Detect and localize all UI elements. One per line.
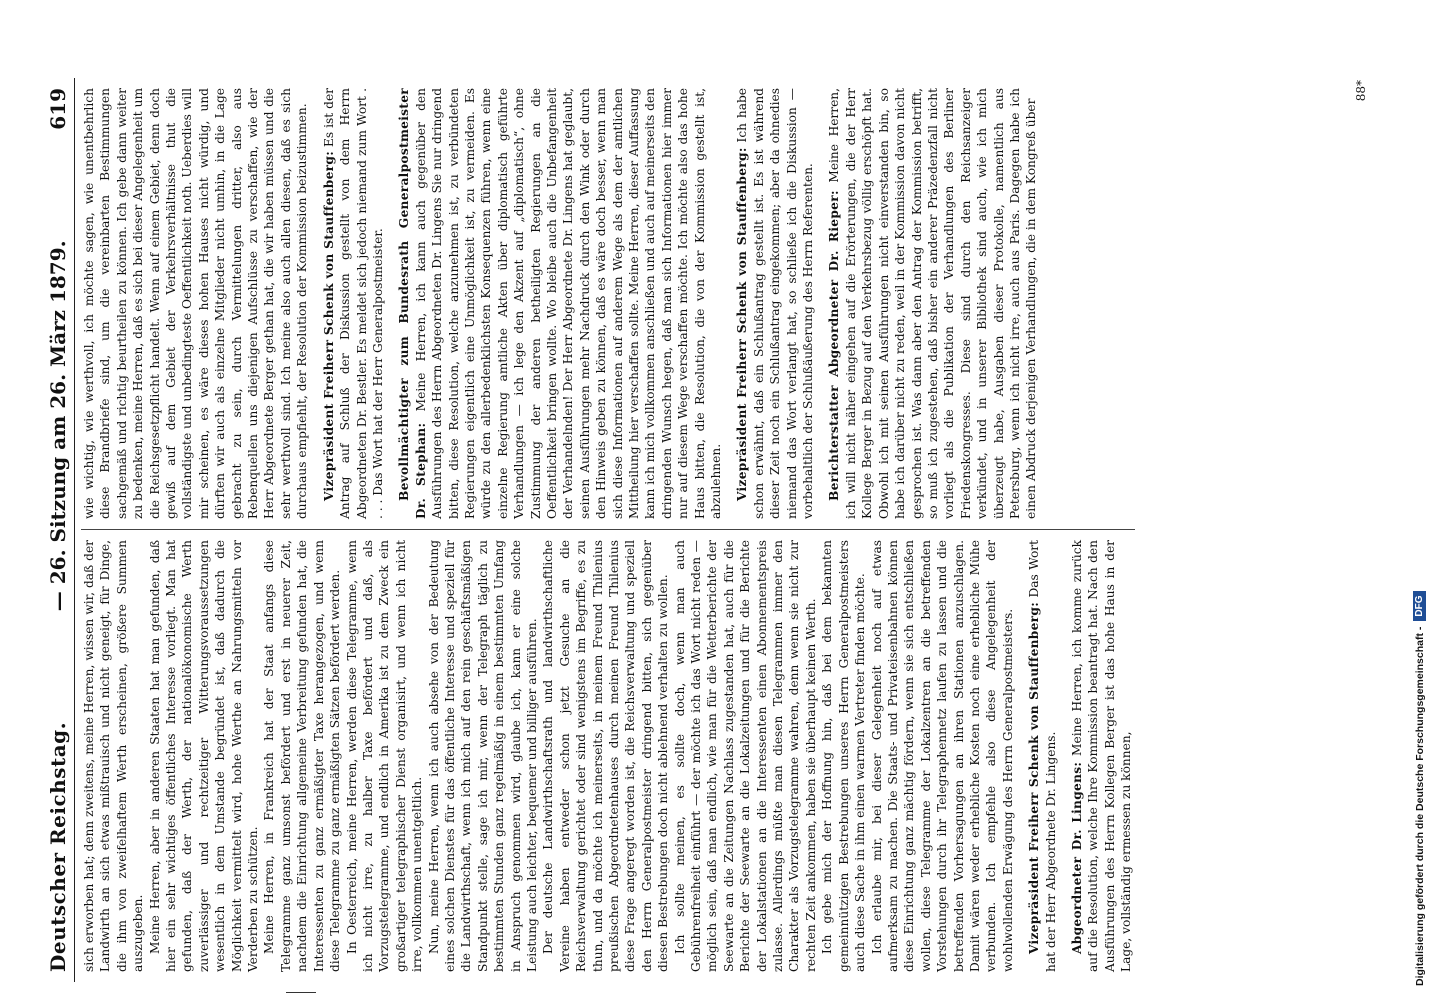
- paragraph-text: Es ist der Antrag auf Schluß der Diskussion gestellt von dem Herrn Abgeordneten Dr. Bestler. Es meldet sich jedoch niemand zum Wort . . . . Das Wort hat der Herr Generalpostmeister.: [321, 87, 385, 519]
- paragraph-text: In Oesterreich, meine Herren, werden diese Telegramme, wenn ich nicht irre, zu halber Taxe befördert und daß, als Vorzugstelegramme, und endlich in Amerika ist zu dem Zweck ein großartiger telegraphischer Dienst organisirt, und wenn ich nicht irre, vollkommen unentgeltlich.: [344, 540, 425, 972]
- paragraph: [826, 88, 1039, 519]
- page-number: 619: [46, 88, 70, 130]
- paragraph-text: Ich gebe mich der Hoffnung hin, daß bei dem bekannten gemeinnützigen Bestrebungen unseres Herrn Generalpostmeisters auch diese Sache in ihm einen warmen Vertreter finden möchte.: [820, 540, 868, 972]
- credit-text: Digitalisierung gefördert durch die Deutsche Forschungsgemeinschaft -: [1413, 626, 1426, 986]
- left-column: [81, 530, 1135, 982]
- paragraph: [869, 540, 1017, 972]
- digitization-credit: [1399, 8, 1432, 998]
- paragraph: [321, 88, 387, 519]
- paragraph-text: Meine Herren, ich kann auch gegenüber den Ausführungen des Herrn Abgeordneten Dr. Lingens Sie nur dringend bitten, diese Resolution, welche anzunehmen ist, zu verbündeten Regierungen eigentlich eine Unmöglichkeit ist, zu vermeiden. Es würde zu den allerbedenklichsten Konsequenzen führen, wenn eine einzelne Regierung amtliche Akten über diplomatisch geführte Verhandlungen — ich lege den Akzent auf „diplomatisch“, ohne Zustimmung der anderen betheiligten Regierungen an die Oeffentlichkeit bringen wollte. Wo bleibe auch die Unbefangenheit der Verhandelnden! Der Herr Abgeordnete Dr. Lingens hat geglaubt, seinen Ausführungen mehr Nachdruck durch den Wink oder durch den Hinweis geben zu können, daß es wäre doch besser, wenn man sich diese Informationen auf anderem Wege als dem der amtlichen Mittheilung hier verschaffen sollte. Meine Herren, dieser Auffassung kann ich mich vollkommen anschließen und auch auf meinerseits den dringenden Wunsch hegen, daß man sich Informationen hier immer nur auf diesem Wege verschaffen möchte. Ich möchte also das hohe Haus bitten, die Resolution, die von der Kommission gestellt ist, abzulehnen.: [413, 88, 724, 519]
- journal-title: Deutscher Reichstag.: [46, 721, 70, 972]
- text-columns: [81, 78, 1135, 982]
- paragraph-text: Ich sollte meinen, es sollte doch, wenn man auch Gebührenfreiheit einführt — der möchte ich das Wort nicht reden — möglich sein, daß man endlich, wie man für die Wetterberichte der Seewarte an die Zeitungen Nachlass zugestanden hat, auch für die Berichte der Seewarte an die Lokalzeitungen und für die Berichte der Lokalstationen an die Interessenten einen Abonnementspreis zulasse. Allerdings müßte man diesen Telegrammen immer den Charakter als Vorzugstelegramme wahren, denn wenn sie nicht zur rechten Zeit ankommen, haben sie überhaupt keinen Werth.: [672, 540, 818, 972]
- paragraph: [81, 540, 147, 972]
- running-head: [40, 78, 75, 982]
- paragraph: [1026, 540, 1059, 972]
- credit-line: [1413, 26, 1426, 986]
- speaker-name: Vizepräsident Freiherr Schenk von Stauffenberg:: [1027, 601, 1042, 954]
- paragraph-text: Das Wort hat der Herr Abgeordnete Dr. Lingens.: [1027, 539, 1058, 972]
- speaker-name: Vizepräsident Freiherr Schenk von Stauffenberg:: [321, 150, 336, 501]
- speaker-name: Vizepräsident Freiherr Schenk von Stauffenberg:: [735, 147, 750, 501]
- paragraph: [819, 540, 868, 972]
- speaker-name: Abgeordneter Dr. Lingens:: [1069, 761, 1084, 954]
- speaker-name: Berichterstatter Abgeordneter Dr. Rieper:: [827, 190, 842, 501]
- scan-edge-mark: [286, 992, 316, 993]
- paragraph-text: Meine Herren, in Frankreich hat der Staat anfangs diese Telegramme ganz umsonst befördert und erst in neuerer Zeit, nachdem die Einrichtung allgemeine Verbreitung gefunden hat, die Interessenten zu ganz ermäßigter Taxe herangezogen, und wenn diese Telegramme zu ganz ermäßigten Sätzen befördert werden.: [262, 540, 343, 972]
- right-column: [81, 78, 1135, 530]
- paragraph: [261, 540, 343, 972]
- paragraph-text: Der deutsche Landwirthschaftsrath und landwirthschaftliche Vereine haben entweder schon jetzt Gesuche an die Reichsverwaltung gerichtet oder sind wenigstens im Begriffe, es zu thun, und da möchte ich meinerseits, in meinem Freund Thilenius preußischen Abgeordnetenhauses durch meinen Freund Thilenius diese Frage angeregt worden ist, die Reichsverwaltung und speziell den Herrn Generalpostmeister dringend bitten, sich gegenüber diesen Bestrebungen doch nicht ablehnend verhalten zu wollen.: [541, 540, 671, 972]
- paragraph-text: Ich erlaube mir, bei dieser Gelegenheit noch auf etwas aufmerksam zu machen. Die Staats- und Privateisenbahnen können diese Einrichtung ganz mächtig fördern, wenn sie sich entschließen wollen, diese Telegramme der Lokalzentren an die betreffenden Vorstehungen durch ihr Telegraphennetz laufen zu lassen und die betreffenden Vorhersagungen an ihren Stationen anzuschlagen. Damit wären weder erhebliche Kosten noch eine erhebliche Mühe verbunden. Ich empfehle also diese Angelegenheit der wohlwollenden Erwägung des Herrn Generalpostmeisters.: [869, 540, 1015, 972]
- paragraph-text: Meine Herren, ich will nicht näher eingehen auf die Erörterungen, die der Herr Kollege Berger in Bezug auf den Verkehrsbezug völlig erschöpft hat. Obwohl ich mit seinen Ausführungen nicht einverstanden bin, so habe ich darüber nicht zu reden, weil in der Kommission davon nicht gesprochen ist. Was dann aber den Antrag der Kommission betrifft, so muß ich zugestehen, daß bisher ein anderer Präzedenzfall nicht vorliegt als die Publikation der Verhandlungen des Berliner Friedenskongresses. Diese sind durch den Reichsanzeiger verkündet, und in unserer Bibliothek sind auch, wie ich mich überzeugt habe, Ausgaben dieser Protokolle, namentlich aus Petersburg, wenn ich nicht irre, auch aus Paris. Dagegen habe ich einen Abdruck derjenigen Verhandlungen, die in dem Kongreß über: [827, 87, 1039, 519]
- session-line: — 26. Sitzung am 26. März 1879.: [46, 240, 70, 612]
- paragraph-text: sich erworben hat; denn zweitens, meine Herren, wissen wir, daß der Landwirth an sich etwas mißtrauisch und nicht geneigt, für Dinge, die ihm von zweifelhaftem Werth erscheinen, größere Summen auszugeben.: [82, 540, 146, 972]
- dfg-logo: DFG: [1413, 592, 1426, 621]
- paragraph-text: Meine Herren, aber in anderen Staaten hat man gefunden, daß hier ein sehr wichtiges öffentliches Interesse vorliegt. Man hat gefunden, daß der Werth, der nationalökonomische Werth zuverlässiger und rechtzeitiger Witterungsvoraussetzungen wesentlich in dem Umstande begründet ist, daß dadurch die Möglichkeit vermittelt wird, hohe Werthe an Nahrungsmitteln vor Verderben zu schützen.: [147, 540, 261, 972]
- paragraph: [1069, 540, 1135, 972]
- paragraph: [81, 88, 311, 519]
- signature-mark: 88*: [1354, 80, 1368, 102]
- paragraph-text: Nun, meine Herren, wenn ich auch absehe von der Bedeutung eines solchen Dienstes für das öffentliche Interesse und speziell für die Landwirthschaft, wenn ich mich auf den rein geschäftsmäßigen Standpunkt stelle, sage ich mir, wenn der Telegraph täglich zu bestimmten Stunden ganz regelmäßig in einem bestimmten Umfang in Anspruch genommen wird, glaube ich, kann er eine solche Leistung auch leichter, bequemer und billiger ausführen.: [426, 540, 539, 972]
- speaker-name: Bevollmächtigter zum Bundesrath Generalpostmeister Dr. Stephan:: [397, 88, 428, 519]
- paragraph-text: Ich habe schon erwähnt, daß ein Schlußantrag gestellt ist. Es ist während dieser Zeit noch ein Schlußantrag eingekommen; aber da ohnedies niemand das Wort verlangt hat, so schließe ich die Diskussion — vorbehaltlich der Schlußäußerung des Herrn Referenten.: [735, 87, 816, 519]
- paragraph: [344, 540, 426, 972]
- paragraph-text: wie wichtig, wie werthvoll, ich möchte sagen, wie unentbehrlich diese Brandbriefe sind, um die vereinbarten Bestimmungen sachgemäß und richtig beurtheilen zu können. Ich gebe dann weiter zu bedenken, meine Herren, daß es sich bei dieser Angelegenheit um die Reichsgesetzpflicht handelt. Wenn auf einem Gebiet, denn doch gewiß auf dem Gebiet der Verkehrsverhältnisse thut die vollständigste und unbedingteste Oeffentlichkeit noth. Ueberdies will mir scheinen, es wäre dieses hohen Hauses nicht würdig, und dürften wir auch als einzelne Mitglieder nicht umhin, in die Lage gebracht zu sein, durch Vermittelungen dritter, also aus Rebenquellen uns diejenigen Aufschlüsse zu verschaffen, wie der Herr Abgeordnete Berger gethan hat, die wir haben müssen und die sehr werthvoll sind. Ich meine also auch allen diesen, daß es sich durchaus empfiehlt, der Resolution der Kommission beizustimmen.: [82, 88, 310, 519]
- paragraph: [540, 540, 671, 972]
- paragraph: [672, 540, 820, 972]
- paragraph: [426, 540, 541, 972]
- paragraph: [734, 88, 816, 519]
- paragraph-text: Meine Herren, ich komme zurück auf die Resolution, welche Ihre Kommission beantragt hat. Nach den Ausführungen des Herrn Kollegen Berger ist das hohe Haus in der Lage, vollständig ermessen zu können,: [1069, 539, 1134, 972]
- scanned-document-page: [40, 60, 1380, 1000]
- paragraph: [147, 540, 262, 972]
- paragraph: [396, 88, 724, 519]
